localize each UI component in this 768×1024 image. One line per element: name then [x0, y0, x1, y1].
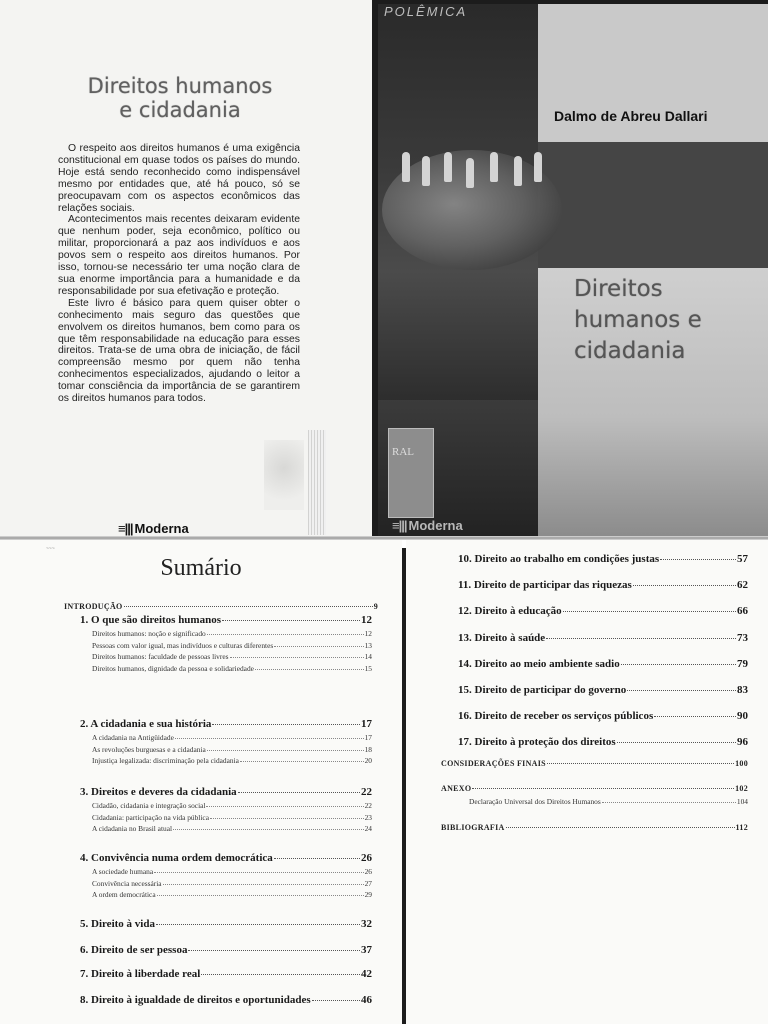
scan-artifact: ~~~: [46, 546, 55, 552]
toc-page-number: 17: [361, 718, 372, 730]
toc-label: ANEXO: [441, 784, 472, 793]
publisher-name: Moderna: [408, 518, 463, 533]
publisher-logo-back: [118, 521, 189, 536]
toc-label: 1. O que são direitos humanos: [80, 614, 221, 626]
toc-label: 2. A cidadania e sua história: [80, 718, 212, 730]
toc-label: 12. Direito à educação: [458, 605, 562, 618]
back-title-line2: e cidadania: [119, 98, 241, 122]
toc-leader-dots: [238, 792, 360, 793]
toc-entry: [458, 710, 748, 722]
publisher-logo-icon: ≡|||: [118, 521, 133, 536]
toc-leader-dots: [207, 750, 364, 751]
toc-leader-dots: [157, 895, 364, 896]
toc-leader-dots: [472, 788, 734, 789]
barcode: [308, 430, 326, 535]
toc-subentry: [92, 641, 372, 650]
toc-leader-dots: [255, 669, 364, 670]
toc-entry: [458, 632, 748, 644]
toc-page-number: 79: [737, 657, 748, 670]
toc-label: 14. Direito ao meio ambiente sadio: [458, 657, 620, 670]
toc-subentry: [92, 879, 372, 888]
toc-page-number: 46: [361, 994, 372, 1006]
toc-entry: [458, 736, 748, 748]
blurb-paragraph: Este livro é básico para quem quiser obter o conhecimento mais seguro das questões que envolvem os direitos humanos, bem como para os que têm responsabilidade na educação para esses direitos. Trata-se de uma obra de iniciação, de fácil compreensão mesmo por quem não tenha conhecimentos especializados, ajudando o leitor a tomar consciência da importância de se garantirem os direitos humanos para todos.: [58, 297, 300, 405]
toc-subentry: [92, 652, 372, 661]
back-cover-blurb: [58, 143, 300, 405]
toc-page-number: 12: [364, 629, 372, 638]
toc-entry: [441, 823, 748, 832]
book-gutter: [402, 548, 406, 1024]
toc-label: 15. Direito de participar do governo: [458, 684, 627, 696]
toc-label: 6. Direito de ser pessoa: [80, 944, 188, 956]
toc-page-number: 102: [735, 784, 748, 793]
cover-title: [574, 274, 744, 367]
toc-leader-dots: [230, 657, 364, 658]
toc-label: A cidadania na Antigüidade: [92, 733, 174, 742]
toc-label: Cidadão, cidadania e integração social: [92, 801, 206, 810]
toc-page-number: 100: [735, 759, 748, 768]
toc-leader-dots: [506, 827, 735, 828]
toc-page-number: 62: [737, 579, 748, 592]
toc-leader-dots: [274, 858, 360, 859]
toc-label: 4. Convivência numa ordem democrática: [80, 852, 273, 864]
toc-leader-dots: [617, 742, 736, 743]
toc-label: A cidadania no Brasil atual: [92, 824, 173, 833]
toc-leader-dots: [222, 620, 360, 621]
toc-label: 11. Direito de participar das riquezas: [458, 579, 632, 592]
toc-leader-dots: [312, 1000, 360, 1001]
toc-page-number: 24: [364, 824, 372, 833]
toc-page-number: 26: [364, 867, 372, 876]
back-title-line1: Direitos humanos: [87, 74, 273, 98]
toc-subentry: [92, 733, 372, 742]
toc-page-number: 22: [361, 786, 372, 798]
toc-page-number: 112: [735, 823, 748, 832]
book-image: [388, 428, 434, 518]
toc-subentry: [92, 664, 372, 673]
toc-subentry: [92, 867, 372, 876]
toc-label: Convivência necessária: [92, 878, 162, 888]
barcode-shadow: [264, 440, 304, 510]
series-name: POLÊMICA: [384, 4, 468, 19]
toc-page-number: 9: [373, 602, 378, 611]
toc-label: INTRODUÇÃO: [64, 602, 123, 611]
toc-label: A sociedade humana: [92, 867, 154, 876]
book-image-label: RAL: [392, 446, 414, 458]
toc-label: 16. Direito de receber os serviços públicos: [458, 710, 654, 723]
toc-entry: [441, 784, 748, 793]
toc-page-number: 57: [737, 553, 748, 565]
toc-page-number: 42: [361, 968, 372, 980]
toc-leader-dots: [206, 806, 363, 807]
toc-leader-dots: [563, 611, 736, 612]
toc-page-number: 83: [737, 684, 748, 696]
toc-label: Pessoas com valor igual, mas indivíduos e culturas diferentes: [92, 640, 274, 650]
toc-entry: [80, 944, 372, 956]
front-cover: [372, 0, 768, 540]
toc-entry: [64, 602, 378, 611]
toc-leader-dots: [210, 818, 364, 819]
toc-leader-dots: [124, 606, 373, 607]
toc-entry: [458, 658, 748, 670]
toc-leader-dots: [602, 802, 736, 803]
toc-label: Injustiça legalizada: discriminação pela cidadania: [92, 756, 239, 765]
toc-page-number: 18: [364, 744, 372, 754]
toc-leader-dots: [660, 559, 736, 560]
toc-subentry: [469, 797, 748, 806]
toc-leader-dots: [154, 872, 363, 873]
toc-page-number: 20: [364, 756, 372, 765]
toc-leader-dots: [654, 716, 736, 717]
toc-leader-dots: [212, 724, 360, 725]
toc-leader-dots: [547, 763, 734, 764]
toc-entry: [80, 994, 372, 1006]
toc-leader-dots: [188, 950, 360, 951]
toc-page-number: 12: [361, 614, 372, 626]
toc-leader-dots: [621, 664, 736, 665]
toc-page-number: 22: [364, 801, 372, 810]
toc-entry: [458, 553, 748, 565]
toc-leader-dots: [546, 638, 736, 639]
toc-entry: [80, 718, 372, 730]
toc-label: 5. Direito à vida: [80, 918, 155, 930]
toc-page-number: 15: [364, 663, 372, 673]
publisher-logo-icon: ≡|||: [392, 518, 407, 533]
toc-leader-dots: [173, 829, 364, 830]
toc-label: 3. Direitos e deveres da cidadania: [80, 786, 237, 798]
back-cover-title: [60, 74, 300, 122]
toc-page-number: 37: [361, 944, 372, 956]
toc-page-number: 66: [737, 605, 748, 618]
toc-entry: [80, 852, 372, 864]
people-figures-image: [396, 152, 546, 192]
toc-leader-dots: [207, 634, 364, 635]
toc-entry: [458, 605, 748, 617]
toc-subentry: [92, 813, 372, 822]
toc-leader-dots: [627, 690, 736, 691]
toc-subentry: [92, 745, 372, 754]
toc-label: 10. Direito ao trabalho em condições justas: [458, 553, 660, 565]
toc-label: BIBLIOGRAFIA: [441, 823, 505, 832]
toc-leader-dots: [633, 585, 736, 586]
toc-leader-dots: [163, 884, 364, 885]
toc-label: Cidadania: participação na vida pública: [92, 812, 209, 822]
toc-label: 17. Direito à proteção dos direitos: [458, 736, 616, 749]
back-cover: [0, 0, 372, 540]
toc-leader-dots: [175, 738, 364, 739]
author-name: Dalmo de Abreu Dallari: [554, 108, 708, 124]
toc-page-number: 96: [737, 736, 748, 749]
toc-subentry: [92, 890, 372, 899]
toc-page-number: 23: [364, 812, 372, 822]
toc-leader-dots: [240, 761, 364, 762]
toc-page-number: 14: [364, 652, 372, 661]
toc-page-number: 73: [737, 631, 748, 644]
toc-label: Declaração Universal dos Direitos Humanos: [469, 797, 601, 806]
toc-label: CONSIDERAÇÕES FINAIS: [441, 759, 546, 768]
publisher-logo-front: [392, 518, 463, 533]
toc-page-number: 26: [361, 852, 372, 864]
toc-leader-dots: [201, 974, 360, 975]
publisher-name: Moderna: [134, 521, 189, 536]
toc-page-number: 27: [364, 878, 372, 888]
toc-heading: Sumário: [160, 555, 242, 581]
toc-label: Direitos humanos, dignidade da pessoa e solidariedade: [92, 663, 254, 673]
toc-entry: [458, 579, 748, 591]
toc-entry: [80, 918, 372, 930]
toc-subentry: [92, 629, 372, 638]
toc-leader-dots: [156, 924, 360, 925]
toc-leader-dots: [274, 646, 363, 647]
toc-subentry: [92, 756, 372, 765]
blurb-paragraph: O respeito aos direitos humanos é uma exigência constitucional em quase todos os países do mundo. Hoje está sendo reconhecido como indispensável mesmo por entidades que, até há pouco, só se preocupavam com os aspectos econômicos das relações sociais.: [58, 143, 300, 214]
toc-entry: [441, 759, 748, 768]
toc-label: Direitos humanos: faculdade de pessoas livres: [92, 652, 229, 661]
toc-entry: [80, 614, 372, 626]
toc-page-number: 17: [364, 733, 372, 742]
toc-page-number: 90: [737, 710, 748, 723]
toc-subentry: [92, 824, 372, 833]
toc-entry: [80, 786, 372, 798]
toc-label: 8. Direito à igualdade de direitos e oportunidades: [80, 994, 311, 1006]
blurb-paragraph: Acontecimentos mais recentes deixaram evidente que nenhum poder, seja econômico, político ou militar, proporcionará a paz aos indivíduos e aos povos sem o respeito aos direitos humanos. Por isso, tornou-se necessário ter uma noção clara de sua enorme importância para a humanidade e da responsabilidade por sua efetivação e proteção.: [58, 214, 300, 297]
toc-page-number: 104: [736, 797, 748, 806]
toc-entry: [458, 684, 748, 696]
toc-label: 7. Direito à liberdade real: [80, 968, 201, 980]
cover-title-line2: humanos e: [574, 307, 702, 333]
toc-page-number: 29: [364, 890, 372, 899]
toc-entry: [80, 968, 372, 980]
cover-title-line1: Direitos: [574, 276, 663, 302]
toc-subentry: [92, 801, 372, 810]
toc-label: A ordem democrática: [92, 890, 156, 899]
dark-band: [538, 142, 768, 268]
toc-page-number: 32: [361, 918, 372, 930]
cover-title-line3: cidadania: [574, 338, 686, 364]
toc-label: Direitos humanos: noção e significado: [92, 629, 206, 638]
toc-label: As revoluções burguesas e a cidadania: [92, 744, 206, 754]
toc-label: 13. Direito à saúde: [458, 631, 546, 644]
toc-page-number: 13: [364, 640, 372, 650]
